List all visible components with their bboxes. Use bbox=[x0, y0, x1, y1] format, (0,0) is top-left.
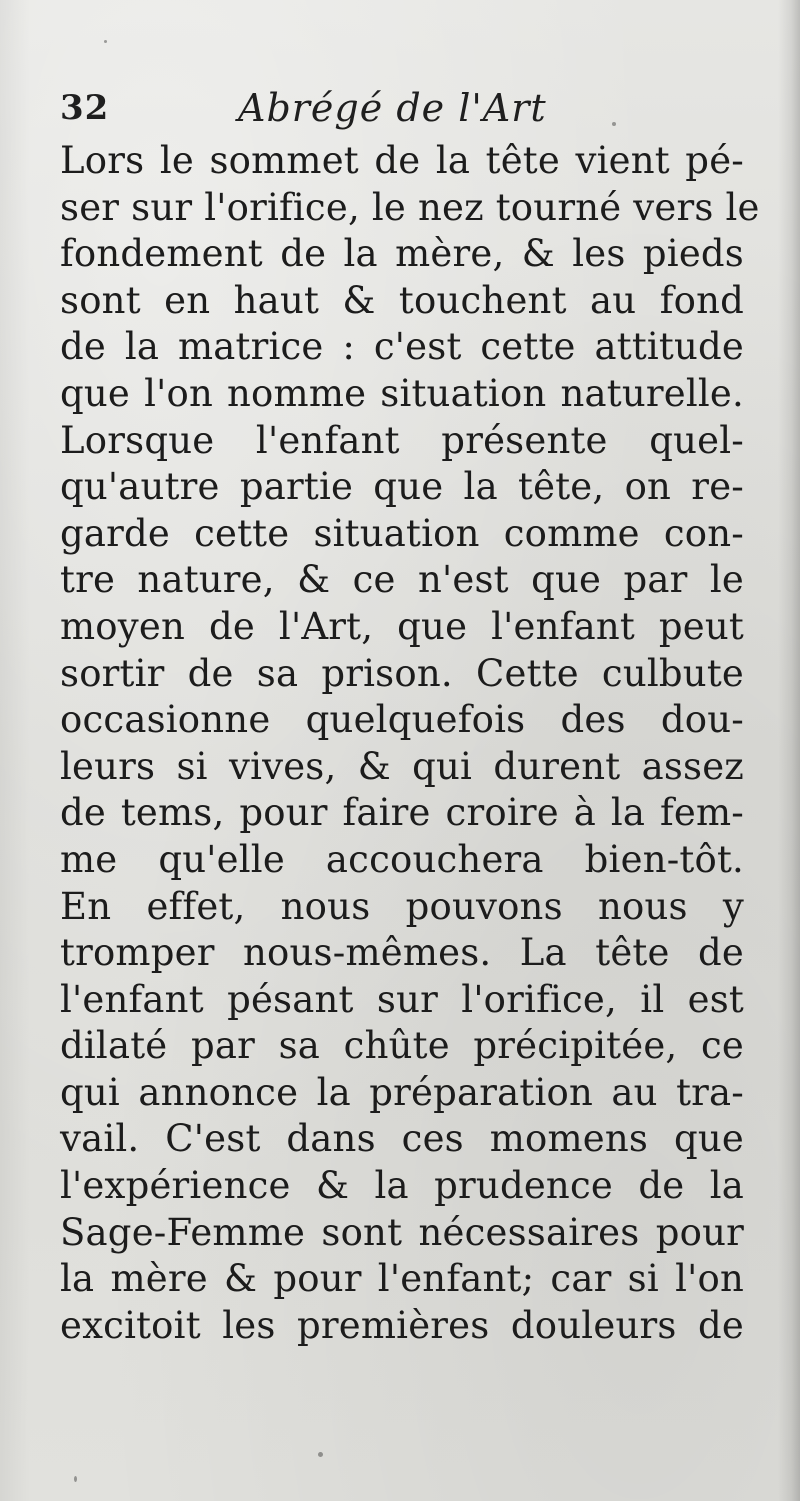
text-line: de tems, pour faire croire à la fem- bbox=[60, 791, 744, 835]
text-line: sont en haut & touchent au fond bbox=[60, 278, 744, 322]
text-line: leurs si vives, & qui durent assez bbox=[60, 744, 744, 788]
body-text bbox=[60, 138, 760, 1349]
text-line: que l'on nomme situation naturelle. bbox=[60, 371, 744, 415]
text-line: tromper nous-mêmes. La tête de bbox=[60, 931, 744, 975]
text-line: la mère & pour l'enfant; car si l'on bbox=[60, 1257, 744, 1301]
text-line: tre nature, & ce n'est que par le bbox=[60, 558, 744, 602]
text-line: Lors le sommet de la tête vient pé- bbox=[60, 139, 744, 182]
text-line: l'expérience & la prudence de la bbox=[60, 1164, 744, 1208]
text-line: dilaté par sa chûte précipitée, ce bbox=[60, 1024, 744, 1068]
text-line: excitoit les premières douleurs de bbox=[60, 1303, 744, 1347]
page-number: 32 bbox=[60, 88, 110, 128]
running-title: Abrégé de l'Art bbox=[238, 86, 547, 130]
text-line: Lorsque l'enfant présente quel- bbox=[60, 418, 744, 462]
paper-speck bbox=[104, 40, 107, 43]
text-line: Sage-Femme sont nécessaires pour bbox=[60, 1210, 744, 1254]
text-line: occasionne quelquefois des dou- bbox=[60, 698, 744, 742]
text-line: de la matrice : c'est cette attitude bbox=[60, 325, 744, 369]
text-line: garde cette situation comme con- bbox=[60, 511, 744, 555]
text-line: l'enfant pésant sur l'orifice, il est bbox=[60, 977, 744, 1021]
text-line: qu'autre partie que la tête, on re- bbox=[60, 465, 744, 509]
running-header bbox=[60, 88, 760, 138]
text-line: En effet, nous pouvons nous y bbox=[60, 884, 744, 928]
page-left-shadow bbox=[0, 0, 30, 1501]
paper-speck bbox=[318, 1452, 323, 1457]
text-line: qui annonce la préparation au tra- bbox=[60, 1070, 744, 1114]
text-line: fondement de la mère, & les pieds bbox=[60, 232, 744, 276]
text-line: vail. C'est dans ces momens que bbox=[60, 1117, 744, 1161]
text-line: ser sur l'orifice, le nez tourné vers le bbox=[60, 185, 760, 229]
text-line: moyen de l'Art, que l'enfant peut bbox=[60, 604, 744, 648]
paper-speck bbox=[74, 1476, 77, 1482]
page-right-shadow bbox=[778, 0, 800, 1501]
text-line: me qu'elle accouchera bien-tôt. bbox=[60, 837, 744, 881]
text-line: sortir de sa prison. Cette culbute bbox=[60, 651, 744, 695]
